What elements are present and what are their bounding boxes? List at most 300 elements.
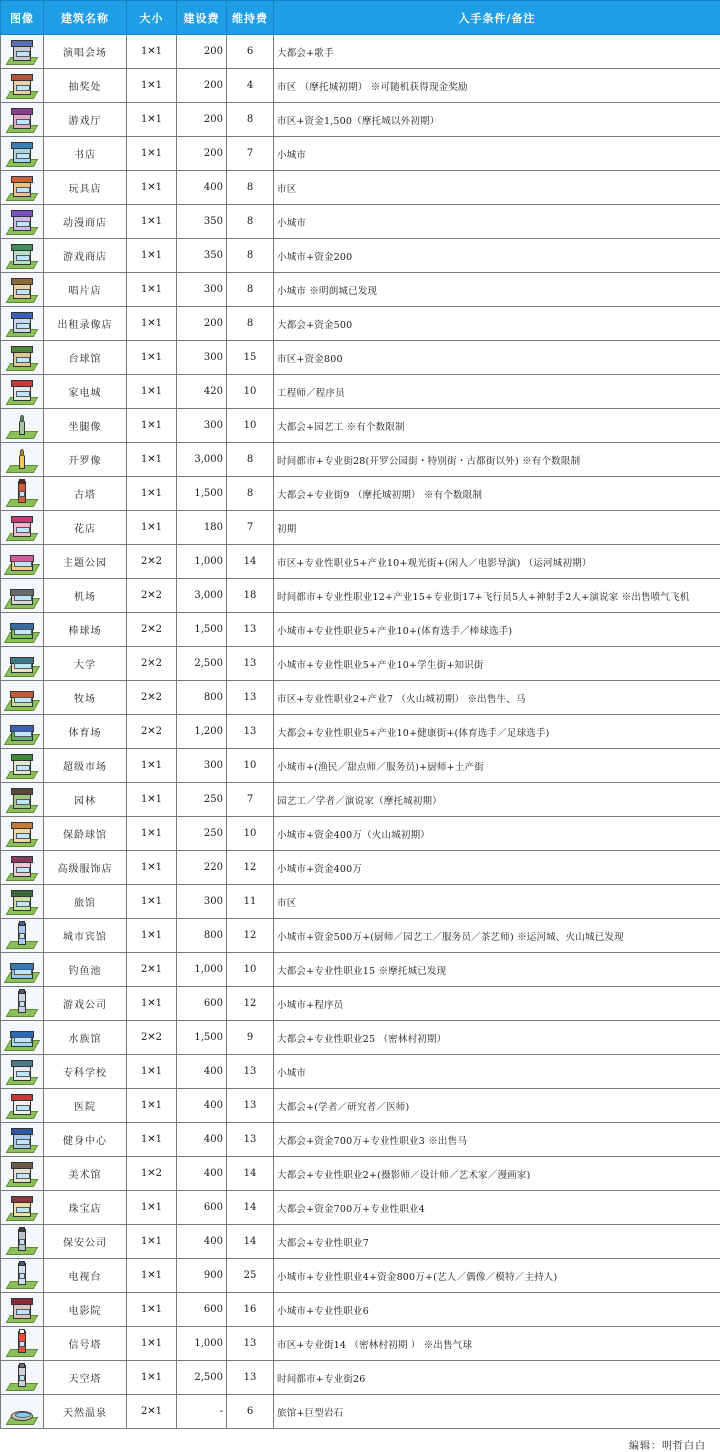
maintenance-cost: 7 (227, 137, 274, 171)
building-size: 1✕1 (127, 783, 177, 817)
building-name: 城市宾馆 (44, 919, 127, 953)
building-name: 游戏厅 (44, 103, 127, 137)
aquarium-icon (7, 1025, 37, 1051)
building-name: 保龄球馆 (44, 817, 127, 851)
construction-cost: 600 (177, 1293, 227, 1327)
building-size: 1✕1 (127, 987, 177, 1021)
building-size: 1✕1 (127, 103, 177, 137)
construction-cost: 400 (177, 1157, 227, 1191)
construction-cost: 300 (177, 341, 227, 375)
acquisition-condition: 小城市+专业性职业6 (274, 1293, 720, 1327)
building-name: 主题公园 (44, 545, 127, 579)
table-row (1, 1089, 720, 1123)
construction-cost: 800 (177, 681, 227, 715)
acquisition-condition: 大都会+资金700万+专业性职业4 (274, 1191, 720, 1225)
building-name: 游戏公司 (44, 987, 127, 1021)
anime-shop-icon (7, 209, 37, 235)
construction-cost: 2,500 (177, 1361, 227, 1395)
building-size: 2✕1 (127, 1395, 177, 1429)
acquisition-condition: 小城市+(渔民／甜点师／服务员)+厨师+土产街 (274, 749, 720, 783)
construction-cost: 420 (177, 375, 227, 409)
concert-hall-icon (7, 39, 37, 65)
building-size: 2✕1 (127, 953, 177, 987)
building-size: 1✕1 (127, 1259, 177, 1293)
building-size: 1✕1 (127, 239, 177, 273)
acquisition-condition: 园艺工／学者／演说家（摩托城初期） (274, 783, 720, 817)
arcade-icon (7, 107, 37, 133)
building-size: 1✕1 (127, 477, 177, 511)
table-row (1, 715, 720, 749)
building-name: 家电城 (44, 375, 127, 409)
building-image-cell (1, 783, 44, 817)
building-image-cell (1, 885, 44, 919)
building-image-cell (1, 103, 44, 137)
building-name: 抽奖处 (44, 69, 127, 103)
table-row (1, 749, 720, 783)
theme-park-icon (7, 549, 37, 575)
acquisition-condition: 小城市+资金400万（火山城初期） (274, 817, 720, 851)
maintenance-cost: 8 (227, 205, 274, 239)
maintenance-cost: 14 (227, 1225, 274, 1259)
table-row (1, 613, 720, 647)
table-row (1, 171, 720, 205)
table-row (1, 69, 720, 103)
ranch-icon (7, 685, 37, 711)
building-image-cell (1, 953, 44, 987)
building-image-cell (1, 1259, 44, 1293)
building-size: 1✕1 (127, 341, 177, 375)
building-image-cell (1, 1395, 44, 1429)
acquisition-condition: 小城市+专业性职业4+资金800万+(艺人／偶像／模特／主持人) (274, 1259, 720, 1293)
tv-station-icon (7, 1263, 37, 1289)
construction-cost: 200 (177, 35, 227, 69)
table-row (1, 953, 720, 987)
building-size: 2✕2 (127, 647, 177, 681)
fishing-pond-icon (7, 957, 37, 983)
maintenance-cost: 13 (227, 1327, 274, 1361)
jewelry-store-icon (7, 1195, 37, 1221)
building-image-cell (1, 987, 44, 1021)
maintenance-cost: 8 (227, 443, 274, 477)
construction-cost: 600 (177, 987, 227, 1021)
header-name: 建筑名称 (44, 1, 127, 35)
building-size: 1✕1 (127, 137, 177, 171)
building-name: 出租录像店 (44, 307, 127, 341)
construction-cost: 1,000 (177, 545, 227, 579)
building-size: 1✕1 (127, 1225, 177, 1259)
building-size: 1✕1 (127, 443, 177, 477)
fitness-center-icon (7, 1127, 37, 1153)
table-row (1, 137, 720, 171)
hot-spring-icon (7, 1399, 37, 1425)
acquisition-condition: 小城市 ※明朗城已发现 (274, 273, 720, 307)
building-name: 健身中心 (44, 1123, 127, 1157)
building-size: 1✕1 (127, 35, 177, 69)
maintenance-cost: 25 (227, 1259, 274, 1293)
construction-cost: 2,500 (177, 647, 227, 681)
ancient-pagoda-icon (7, 481, 37, 507)
acquisition-condition: 初期 (274, 511, 720, 545)
construction-cost: 400 (177, 1123, 227, 1157)
acquisition-condition: 大都会+(学者／研究者／医师) (274, 1089, 720, 1123)
maintenance-cost: 14 (227, 1191, 274, 1225)
acquisition-condition: 大都会+专业性职业25 （密林村初期） (274, 1021, 720, 1055)
maintenance-cost: 13 (227, 1361, 274, 1395)
building-name: 美术馆 (44, 1157, 127, 1191)
building-name: 电视台 (44, 1259, 127, 1293)
hospital-icon (7, 1093, 37, 1119)
building-name: 坐腿像 (44, 409, 127, 443)
building-image-cell (1, 375, 44, 409)
lottery-booth-icon (7, 73, 37, 99)
table-row (1, 205, 720, 239)
acquisition-condition: 市区+专业性职业2+产业7 （火山城初期） ※出售牛、马 (274, 681, 720, 715)
header-maintenance: 维持费 (227, 1, 274, 35)
maintenance-cost: 6 (227, 35, 274, 69)
building-name: 专科学校 (44, 1055, 127, 1089)
acquisition-condition: 大都会+专业性职业2+(摄影师／设计师／艺术家／漫画家) (274, 1157, 720, 1191)
construction-cost: 3,000 (177, 579, 227, 613)
acquisition-condition: 市区+资金1,500（摩托城以外初期） (274, 103, 720, 137)
table-row (1, 851, 720, 885)
game-shop-icon (7, 243, 37, 269)
acquisition-condition: 大都会+资金700万+专业性职业3 ※出售马 (274, 1123, 720, 1157)
table-row (1, 1123, 720, 1157)
signal-tower-icon (7, 1331, 37, 1357)
bowling-alley-icon (7, 821, 37, 847)
maintenance-cost: 8 (227, 307, 274, 341)
building-name: 游戏商店 (44, 239, 127, 273)
header-image: 图像 (1, 1, 44, 35)
construction-cost: 400 (177, 1055, 227, 1089)
building-image-cell (1, 1191, 44, 1225)
billiards-hall-icon (7, 345, 37, 371)
table-row (1, 817, 720, 851)
building-image-cell (1, 1327, 44, 1361)
acquisition-condition: 小城市 (274, 205, 720, 239)
building-name: 书店 (44, 137, 127, 171)
building-size: 1✕1 (127, 69, 177, 103)
acquisition-condition: 小城市+资金200 (274, 239, 720, 273)
table-row (1, 647, 720, 681)
table-row (1, 341, 720, 375)
maintenance-cost: 6 (227, 1395, 274, 1429)
building-name: 动漫商店 (44, 205, 127, 239)
building-image-cell (1, 851, 44, 885)
editor-credit: 编辑：明哲白白 (629, 1437, 706, 1452)
maintenance-cost: 13 (227, 1055, 274, 1089)
acquisition-condition: 时间都市+专业街28(开罗公园街・特别街・古都街以外) ※有个数限制 (274, 443, 720, 477)
flower-shop-icon (7, 515, 37, 541)
building-name: 大学 (44, 647, 127, 681)
construction-cost: 1,000 (177, 1327, 227, 1361)
art-museum-icon (7, 1161, 37, 1187)
acquisition-condition: 工程师／程序员 (274, 375, 720, 409)
construction-cost: 300 (177, 273, 227, 307)
sky-tower-icon (7, 1365, 37, 1391)
acquisition-condition: 小城市+专业性职业5+产业10+(体育选手／棒球选手) (274, 613, 720, 647)
acquisition-condition: 市区+专业街14 （密林村初期 ） ※出售气球 (274, 1327, 720, 1361)
construction-cost: 300 (177, 885, 227, 919)
header-note: 入手条件/备注 (274, 1, 720, 35)
table-row (1, 579, 720, 613)
maintenance-cost: 8 (227, 273, 274, 307)
building-image-cell (1, 1157, 44, 1191)
building-name: 保安公司 (44, 1225, 127, 1259)
construction-cost: 300 (177, 749, 227, 783)
maintenance-cost: 8 (227, 239, 274, 273)
building-image-cell (1, 205, 44, 239)
construction-cost: 180 (177, 511, 227, 545)
table-row (1, 511, 720, 545)
header-cost: 建设费 (177, 1, 227, 35)
building-size: 1✕1 (127, 1055, 177, 1089)
acquisition-condition: 时间都市+专业性职业12+产业15+专业街17+飞行员5人+神射手2人+演说家 ※出售喷气飞机 (274, 579, 720, 613)
building-name: 棒球场 (44, 613, 127, 647)
building-image-cell (1, 1055, 44, 1089)
building-image-cell (1, 1089, 44, 1123)
construction-cost: 300 (177, 409, 227, 443)
maintenance-cost: 10 (227, 953, 274, 987)
building-name: 唱片店 (44, 273, 127, 307)
building-size: 2✕2 (127, 681, 177, 715)
construction-cost: 1,500 (177, 613, 227, 647)
construction-cost: 1,000 (177, 953, 227, 987)
building-image-cell (1, 579, 44, 613)
acquisition-condition: 大都会+园艺工 ※有个数限制 (274, 409, 720, 443)
table-row (1, 545, 720, 579)
maintenance-cost: 15 (227, 341, 274, 375)
table-row (1, 1157, 720, 1191)
video-rental-icon (7, 311, 37, 337)
table-row (1, 273, 720, 307)
university-icon (7, 651, 37, 677)
building-name: 天然温泉 (44, 1395, 127, 1429)
acquisition-condition: 小城市+程序员 (274, 987, 720, 1021)
maintenance-cost: 10 (227, 817, 274, 851)
building-name: 台球馆 (44, 341, 127, 375)
acquisition-condition: 小城市+资金400万 (274, 851, 720, 885)
table-row (1, 885, 720, 919)
building-image-cell (1, 1225, 44, 1259)
inn-icon (7, 889, 37, 915)
table-row (1, 783, 720, 817)
building-image-cell (1, 613, 44, 647)
table-row (1, 477, 720, 511)
bookstore-icon (7, 141, 37, 167)
acquisition-condition: 大都会+资金500 (274, 307, 720, 341)
maintenance-cost: 16 (227, 1293, 274, 1327)
building-name: 水族馆 (44, 1021, 127, 1055)
maintenance-cost: 12 (227, 987, 274, 1021)
building-name: 玩具店 (44, 171, 127, 205)
table-body (1, 35, 720, 1429)
building-size: 1✕1 (127, 307, 177, 341)
acquisition-condition: 大都会+专业街9 （摩托城初期） ※有个数限制 (274, 477, 720, 511)
building-name: 机场 (44, 579, 127, 613)
table-row (1, 409, 720, 443)
kairo-statue-icon (7, 447, 37, 473)
construction-cost: 200 (177, 307, 227, 341)
game-company-icon (7, 991, 37, 1017)
table-row (1, 1361, 720, 1395)
building-image-cell (1, 341, 44, 375)
acquisition-condition: 小城市 (274, 137, 720, 171)
table-row (1, 375, 720, 409)
table-row (1, 1021, 720, 1055)
maintenance-cost: 13 (227, 715, 274, 749)
building-image-cell (1, 307, 44, 341)
building-size: 1✕1 (127, 409, 177, 443)
construction-cost: 250 (177, 817, 227, 851)
maintenance-cost: 18 (227, 579, 274, 613)
cinema-icon (7, 1297, 37, 1323)
maintenance-cost: 13 (227, 647, 274, 681)
record-shop-icon (7, 277, 37, 303)
airport-icon (7, 583, 37, 609)
table-row (1, 1259, 720, 1293)
building-size: 1✕1 (127, 375, 177, 409)
acquisition-condition: 小城市+专业性职业5+产业10+学生街+知识街 (274, 647, 720, 681)
building-name: 珠宝店 (44, 1191, 127, 1225)
building-size: 1✕1 (127, 885, 177, 919)
construction-cost: 400 (177, 171, 227, 205)
building-image-cell (1, 1021, 44, 1055)
table-row (1, 1293, 720, 1327)
building-name: 花店 (44, 511, 127, 545)
toy-store-icon (7, 175, 37, 201)
acquisition-condition: 大都会+专业性职业7 (274, 1225, 720, 1259)
building-name: 开罗像 (44, 443, 127, 477)
table-row (1, 1327, 720, 1361)
table-header-row (1, 1, 720, 35)
building-size: 1✕1 (127, 749, 177, 783)
acquisition-condition: 市区+专业性职业5+产业10+观光街+(闲人／电影导演) （运河城初期） (274, 545, 720, 579)
building-size: 1✕1 (127, 1089, 177, 1123)
building-image-cell (1, 69, 44, 103)
building-image-cell (1, 443, 44, 477)
building-size: 2✕2 (127, 1021, 177, 1055)
construction-cost: - (177, 1395, 227, 1429)
maintenance-cost: 12 (227, 851, 274, 885)
building-image-cell (1, 273, 44, 307)
building-name: 古塔 (44, 477, 127, 511)
construction-cost: 200 (177, 137, 227, 171)
building-size: 1✕1 (127, 273, 177, 307)
electronics-store-icon (7, 379, 37, 405)
building-name: 演唱会场 (44, 35, 127, 69)
construction-cost: 400 (177, 1089, 227, 1123)
maintenance-cost: 14 (227, 1157, 274, 1191)
building-size: 2✕2 (127, 613, 177, 647)
construction-cost: 900 (177, 1259, 227, 1293)
table-row (1, 987, 720, 1021)
building-name: 医院 (44, 1089, 127, 1123)
building-image-cell (1, 1123, 44, 1157)
construction-cost: 800 (177, 919, 227, 953)
building-image-cell (1, 511, 44, 545)
building-size: 1✕1 (127, 1361, 177, 1395)
building-image-cell (1, 545, 44, 579)
building-image-cell (1, 681, 44, 715)
table-row (1, 307, 720, 341)
building-size: 1✕1 (127, 817, 177, 851)
maintenance-cost: 13 (227, 1123, 274, 1157)
acquisition-condition: 小城市 (274, 1055, 720, 1089)
building-name: 牧场 (44, 681, 127, 715)
maintenance-cost: 13 (227, 1089, 274, 1123)
building-image-cell (1, 239, 44, 273)
building-size: 1✕1 (127, 1191, 177, 1225)
acquisition-condition: 市区+资金800 (274, 341, 720, 375)
construction-cost: 200 (177, 69, 227, 103)
building-name: 天空塔 (44, 1361, 127, 1395)
construction-cost: 220 (177, 851, 227, 885)
construction-cost: 400 (177, 1225, 227, 1259)
table-row (1, 1055, 720, 1089)
stadium-icon (7, 719, 37, 745)
acquisition-condition: 大都会+歌手 (274, 35, 720, 69)
building-image-cell (1, 171, 44, 205)
table-row (1, 35, 720, 69)
construction-cost: 250 (177, 783, 227, 817)
acquisition-condition: 大都会+专业性职业5+产业10+健康街+(体育选手／足球选手) (274, 715, 720, 749)
construction-cost: 600 (177, 1191, 227, 1225)
construction-cost: 1,500 (177, 1021, 227, 1055)
maintenance-cost: 9 (227, 1021, 274, 1055)
vocational-school-icon (7, 1059, 37, 1085)
building-size: 1✕2 (127, 1157, 177, 1191)
maintenance-cost: 8 (227, 477, 274, 511)
maintenance-cost: 7 (227, 783, 274, 817)
maintenance-cost: 10 (227, 409, 274, 443)
building-name: 体育场 (44, 715, 127, 749)
table-row (1, 681, 720, 715)
building-size: 2✕2 (127, 579, 177, 613)
table-row (1, 919, 720, 953)
building-size: 2✕2 (127, 715, 177, 749)
maintenance-cost: 7 (227, 511, 274, 545)
building-image-cell (1, 749, 44, 783)
baseball-stadium-icon (7, 617, 37, 643)
building-size: 1✕1 (127, 919, 177, 953)
maintenance-cost: 13 (227, 613, 274, 647)
building-image-cell (1, 647, 44, 681)
building-size: 1✕1 (127, 171, 177, 205)
building-image-cell (1, 477, 44, 511)
maintenance-cost: 14 (227, 545, 274, 579)
acquisition-condition: 时间都市+专业街26 (274, 1361, 720, 1395)
building-image-cell (1, 137, 44, 171)
acquisition-condition: 旅馆+巨型岩石 (274, 1395, 720, 1429)
building-name: 超级市场 (44, 749, 127, 783)
building-name: 钓鱼池 (44, 953, 127, 987)
building-image-cell (1, 817, 44, 851)
acquisition-condition: 市区 (274, 885, 720, 919)
building-size: 1✕1 (127, 1293, 177, 1327)
building-size: 1✕1 (127, 511, 177, 545)
building-image-cell (1, 1293, 44, 1327)
maintenance-cost: 10 (227, 375, 274, 409)
maintenance-cost: 12 (227, 919, 274, 953)
building-size: 2✕2 (127, 545, 177, 579)
maintenance-cost: 11 (227, 885, 274, 919)
city-hotel-icon (7, 923, 37, 949)
boutique-icon (7, 855, 37, 881)
building-name: 高级服饰店 (44, 851, 127, 885)
table-row (1, 1191, 720, 1225)
building-image-cell (1, 919, 44, 953)
